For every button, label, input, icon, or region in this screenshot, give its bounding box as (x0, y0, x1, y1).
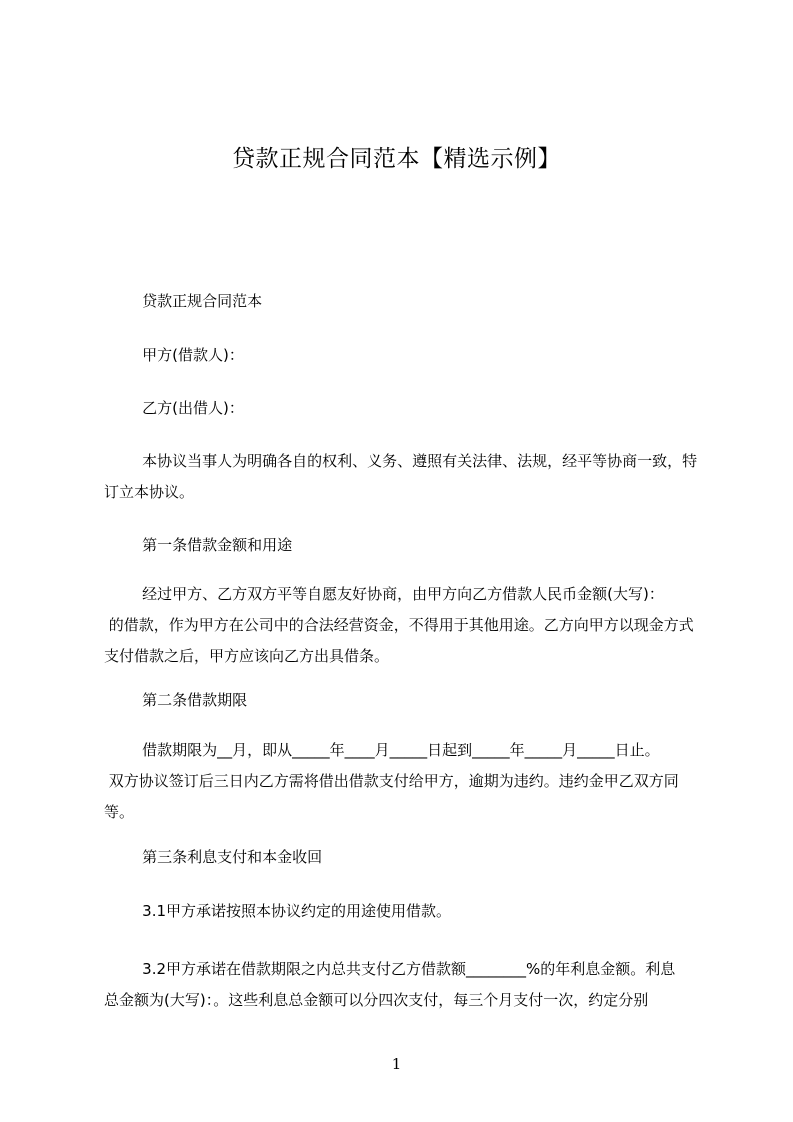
agreement-preamble: 本协议当事人为明确各自的权利、义务、遵照有关法律、法规，经平等协商一致，特订立本协议。 (104, 452, 698, 501)
page-number: 1 (391, 1055, 402, 1073)
clause-3-2: 3.2甲方承诺在借款期限之内总共支付乙方借款额________%的年利息金额。利息 总金额为(大写)：。这些利息总金额可以分四次支付，每三个月支付一次，约定分别 (104, 960, 676, 1009)
article-1-body: 经过甲方、乙方双方平等自愿友好协商，由甲方向乙方借款人民币金额(大写)： 的借款，作为甲方在公司中的合法经营资金，不得用于其他用途。乙方向甲方以现金方式支付借款之后，甲方应该向乙方出具借条。 (104, 585, 694, 665)
paragraph-heading: 贷款正规合同范本 (104, 292, 263, 310)
article-2-body: 借款期限为__月，即从_____年____月_____日起到_____年_____月_____日止。 双方协议签订后三日内乙方需将借出借款支付给甲方，逾期为违约。违约金甲乙双方同等。 (104, 741, 679, 821)
document-title: 贷款正规合同范本【精选示例】 (232, 146, 561, 172)
party-b-line: 乙方(出借人)： (104, 399, 244, 417)
article-1-heading: 第一条借款金额和用途 (104, 536, 293, 554)
article-3-heading: 第三条利息支付和本金收回 (104, 848, 323, 866)
clause-3-1: 3.1甲方承诺按照本协议约定的用途使用借款。 (104, 902, 452, 920)
article-2-heading: 第二条借款期限 (104, 691, 248, 709)
party-a-line: 甲方(借款人)： (104, 346, 244, 364)
